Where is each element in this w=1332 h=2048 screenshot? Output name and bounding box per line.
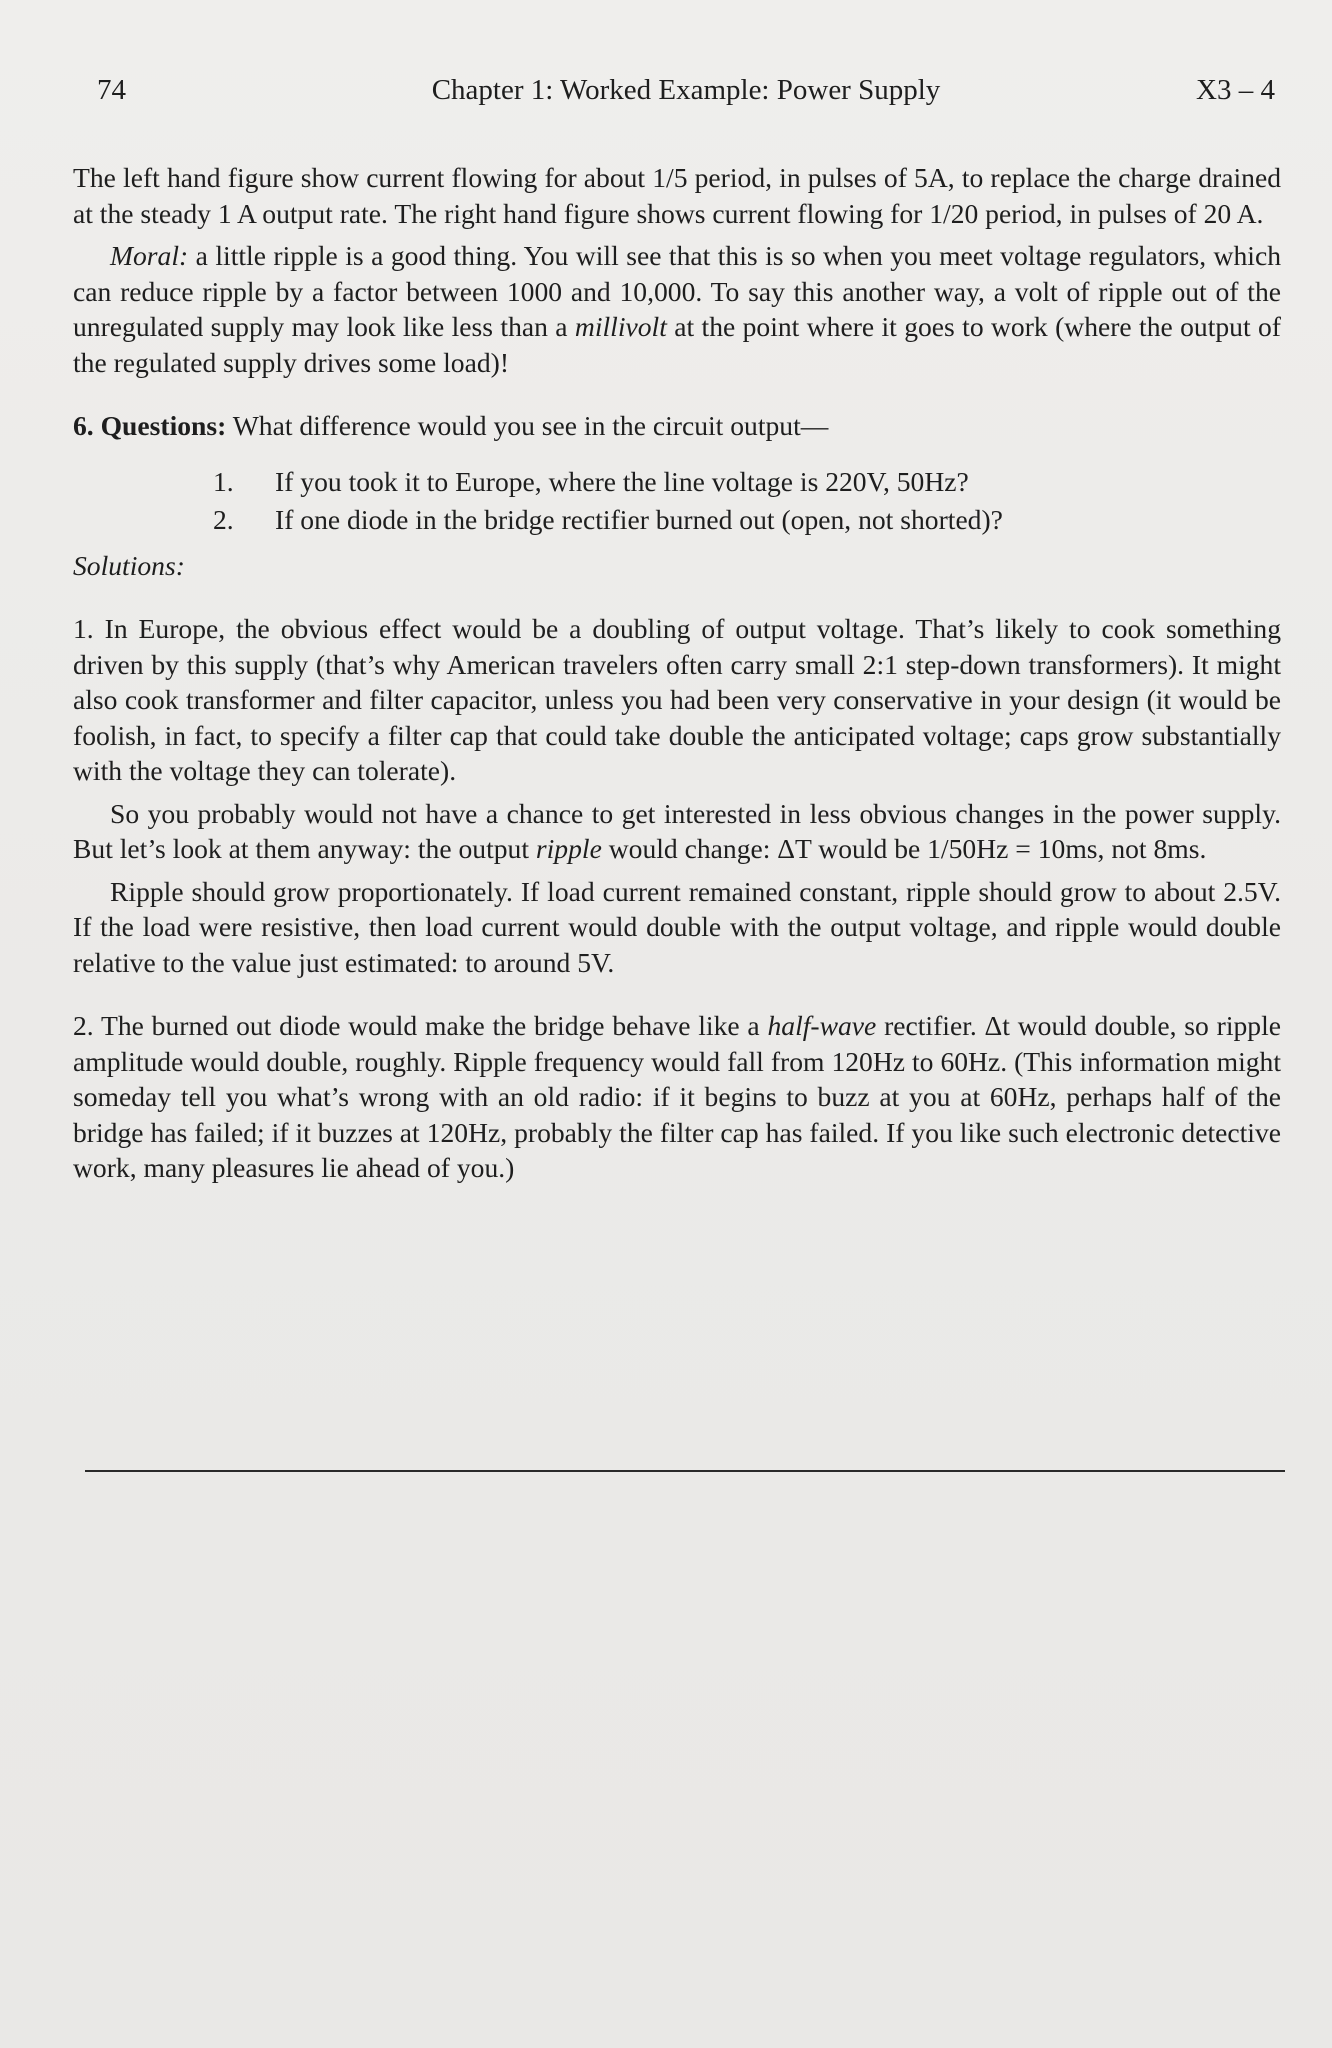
question-text: If one diode in the bridge rectifier burned out (open, not shorted)? xyxy=(275,504,1003,535)
questions-intro-text: What difference would you see in the circuit output— xyxy=(226,410,829,441)
question-item xyxy=(213,502,1281,538)
solution-2-text-b: rectifier. Δt would double, so ripple amplitude would double, roughly. Ripple frequency would fall from 120Hz to 60Hz. (This information might someday tell you what’s wrong with an old radio: if it begins to buzz at you at 60Hz, perhaps half of the bridge has failed; if it buzzes at 120Hz, probably the filter cap has failed. If you like such electronic detective work, many pleasures lie ahead of you.) xyxy=(73,1010,1281,1183)
paragraph-current-pulses: The left hand figure show current flowing for about 1/5 period, in pulses of 5A, to replace the charge drained at the steady 1 A output rate. The right hand figure shows current flowing for 1/20 period, in pulses of 20 A. xyxy=(73,162,1281,229)
half-wave-emphasis: half-wave xyxy=(767,1010,877,1041)
section-end-rule xyxy=(85,1470,1285,1472)
questions-list xyxy=(213,464,1281,538)
question-item xyxy=(213,464,1281,500)
body-text xyxy=(73,160,1281,1186)
solutions-heading: Solutions: xyxy=(73,549,185,581)
section-code: X3 – 4 xyxy=(1196,74,1275,106)
questions-intro xyxy=(73,408,1281,444)
question-number: 2. xyxy=(213,504,234,535)
millivolt-emphasis: millivolt xyxy=(574,311,667,342)
paragraph-moral xyxy=(73,238,1281,380)
solution-2-text-a: 2. The burned out diode would make the bridge behave like a xyxy=(73,1010,768,1041)
solution-1-proportional: Ripple should grow proportionately. If load current remained constant, ripple should grow to about 2.5V. If the load were resistive, then load current would double with the output voltage, and ripple would double relative to the value just estimated: to around 5V. xyxy=(73,875,1281,978)
page-header xyxy=(97,70,1275,110)
running-head-title: Chapter 1: Worked Example: Power Supply xyxy=(431,74,941,106)
page-number: 74 xyxy=(97,74,126,106)
moral-text-b: at the point where it goes to work (where the output of the regulated supply drives some load)! xyxy=(73,311,1281,378)
ripple-emphasis: ripple xyxy=(535,833,602,864)
solution-2 xyxy=(73,1008,1281,1186)
solution-1b-text-b: would change: ΔT would be 1/50Hz = 10ms, not 8ms. xyxy=(601,833,1207,864)
question-text: If you took it to Europe, where the line voltage is 220V, 50Hz? xyxy=(275,465,969,497)
question-number: 1. xyxy=(213,465,234,497)
solution-1b-text-a: So you probably would not have a chance to get interested in less obvious changes in the power supply. But let’s look at them anyway: the output xyxy=(73,797,1281,864)
questions-heading: 6. Questions: xyxy=(73,410,227,441)
moral-label: Moral: xyxy=(110,240,189,271)
moral-text-a: a little ripple is a good thing. You will see that this is so when you meet voltage regulators, which can reduce ripple by a factor between 1000 and 10,000. To say this another way, a volt of ripple out of the unregulated supply may look like less than a xyxy=(73,240,1281,342)
solution-1-ripple xyxy=(73,796,1281,867)
solution-1: 1. In Europe, the obvious effect would be a doubling of output voltage. That’s likely to cook something driven by this supply (that’s why American travelers often carry small 2:1 step-down transformers). It might also cook transformer and filter capacitor, unless you had been very conservative in your design (it would be foolish, in fact, to specify a filter cap that could take double the anticipated voltage; caps grow substantially with the voltage they can tolerate). xyxy=(73,613,1281,786)
